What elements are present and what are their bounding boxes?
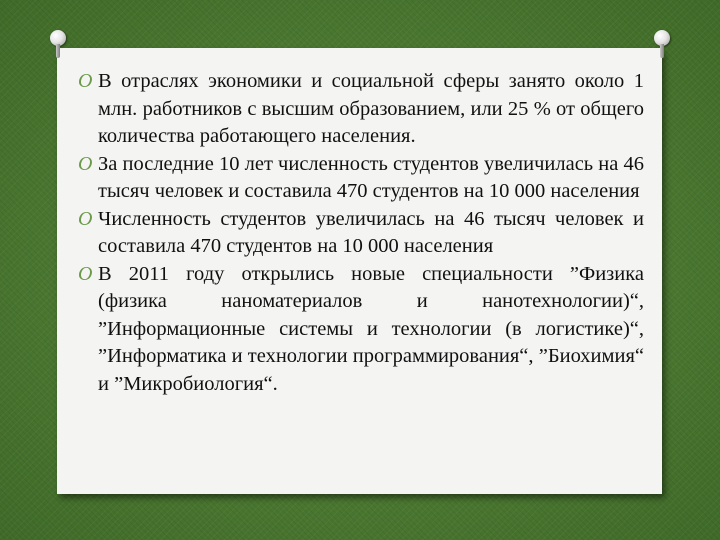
bullet-marker-icon: O <box>78 262 93 285</box>
bullet-text: Численность студентов увеличилась на 46 тысяч человек и составила 470 студентов на 10 000 населения <box>98 207 644 257</box>
bullet-marker-icon: O <box>78 152 93 175</box>
pushpin-icon <box>50 30 66 60</box>
bullet-marker-icon: O <box>78 207 93 230</box>
bullet-item <box>78 68 644 151</box>
bullet-list <box>78 68 644 398</box>
bullet-text: В отраслях экономики и социальной сферы занято около 1 млн. работников с высшим образованием, или 25 % от общего количества работающего населения. <box>98 70 644 147</box>
bullet-item <box>78 261 644 399</box>
bullet-item <box>78 151 644 206</box>
bullet-text: В 2011 году открылись новые специальности ”Физика (физика наноматериалов и нанотехнологии)“, ”Информационные системы и технологии (в логистике)“, ”Информатика и технологии программирования“, ”Биохимия“ и ”Микробиология“. <box>98 262 644 395</box>
pushpin-icon <box>654 30 670 60</box>
bullet-marker-icon: O <box>78 70 93 92</box>
bullet-text: За последние 10 лет численность студентов увеличилась на 46 тысяч человек и составила 470 студентов на 10 000 населения <box>98 152 644 202</box>
bullet-item <box>78 206 644 261</box>
